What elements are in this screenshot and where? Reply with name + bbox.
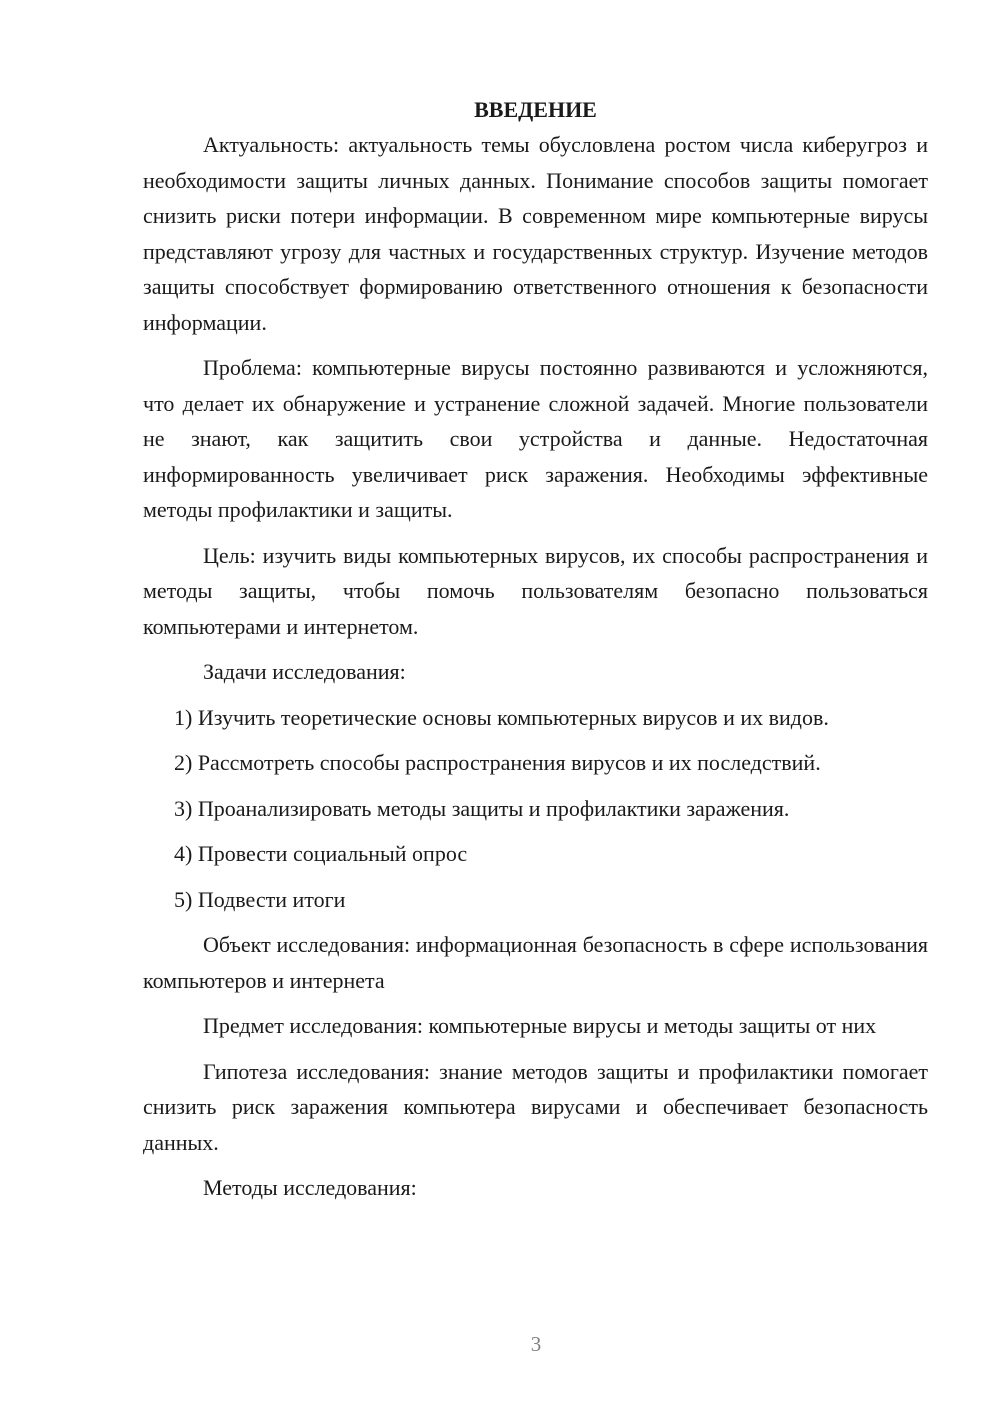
tasks-list xyxy=(143,700,928,918)
methods-heading: Методы исследования: xyxy=(203,1175,417,1200)
task-item: 1) Изучить теоретические основы компьютерных вирусов и их видов. xyxy=(174,704,829,730)
tasks-heading: Задачи исследования: xyxy=(203,659,406,684)
page-content xyxy=(143,92,928,1216)
page-number: 3 xyxy=(530,1332,542,1356)
task-item: 2) Рассмотреть способы распространения вирусов и их последствий. xyxy=(174,750,821,775)
task-item: 5) Подвести итоги xyxy=(174,886,346,912)
paragraph-hypothesis: Гипотеза исследования: знание методов защиты и профилактики помогает снизить риск заражения компьютера вирусами и обеспечивает безопасность данных. xyxy=(143,1058,928,1155)
paragraph-problem: Проблема: компьютерные вирусы постоянно развиваются и усложняются, что делает их обнаружение и устранение сложной задачей. Многие пользователи не знают, как защитить свои устройства и данные. Недостаточная информированность увеличивает риск заражения. Необходимы эффективные методы профилактики и защиты. xyxy=(143,355,928,522)
paragraph-object: Объект исследования: информационная безопасность в сфере использования компьютеров и интернета xyxy=(143,932,928,993)
paragraph-subject: Предмет исследования: компьютерные вирусы и методы защиты от них xyxy=(203,1013,877,1038)
task-item: 3) Проанализировать методы защиты и профилактики заражения. xyxy=(174,795,790,821)
paragraph-relevance: Актуальность: актуальность темы обусловлена ростом числа киберугроз и необходимости защиты личных данных. Понимание способов защиты помогает снизить риски потери информации. В современном мире компьютерные вирусы представляют угрозу для частных и государственных структур. Изучение методов защиты способствует формированию ответственного отношения к безопасности информации. xyxy=(143,132,928,335)
task-item: 4) Провести социальный опрос xyxy=(174,841,468,866)
section-title: ВВЕДЕНИЕ xyxy=(474,97,597,122)
paragraph-goal: Цель: изучить виды компьютерных вирусов, их способы распространения и методы защиты, чтобы помочь пользователям безопасно пользоваться компьютерами и интернетом. xyxy=(143,542,928,639)
